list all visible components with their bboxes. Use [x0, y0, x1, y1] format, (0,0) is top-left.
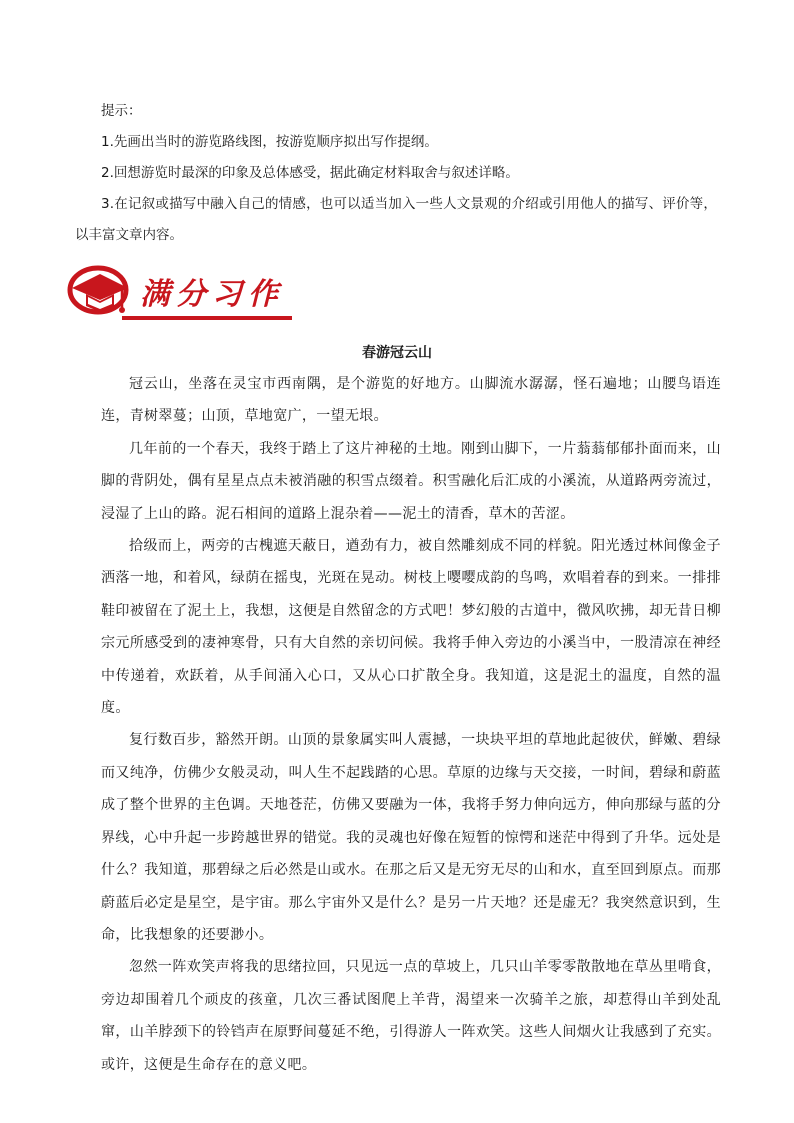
- tip-item-2: 2.回想游览时最深的印象及总体感受，据此确定材料取舍与叙述详略。: [101, 165, 519, 181]
- essay-paragraph-2: 几年前的一个春天，我终于踏上了这片神秘的土地。刚到山脚下，一片蓊蓊郁郁扑面而来，山脚的背阴处，偶有星星点点未被消融的积雪点缀着。积雪融化后汇成的小溪流，从道路两旁流过，浸湿了上山的路。泥石相间的道路上混杂着——泥土的清香，草木的苦涩。: [101, 440, 721, 522]
- essay-title: 春游冠云山: [362, 345, 432, 361]
- essay-paragraph-1: 冠云山，坐落在灵宝市西南隅，是个游览的好地方。山脚流水潺潺，怪石遍地；山腰鸟语连连，青树翠蔓；山顶，草地宽广，一望无垠。: [101, 376, 721, 425]
- graduation-cap-icon: [66, 258, 296, 328]
- tip-item-3: 3.在记叙或描写中融入自己的情感，也可以适当加入一些人文景观的介绍或引用他人的描写、评价等，: [101, 196, 718, 212]
- essay-paragraph-3: 拾级而上，两旁的古槐遮天蔽日，遒劲有力，被自然雕刻成不同的样貌。阳光透过林间像金子洒落一地，和着风，绿荫在摇曳，光斑在晃动。树枝上嘤嘤成韵的鸟鸣，欢唱着春的到来。一排排鞋印被留在了泥土上，我想，这便是自然留念的方式吧！梦幻般的古道中，微风吹拂，却无昔日柳宗元所感受到的凄神寒骨，只有大自然的亲切问候。我将手伸入旁边的小溪当中，一股清凉在神经中传递着，欢跃着，从手间涌入心口，又从心口扩散全身。我知道，这是泥土的温度，自然的温度。: [101, 538, 721, 717]
- banner-label: 满分习作: [140, 277, 284, 312]
- essay-paragraph-5: 忽然一阵欢笑声将我的思绪拉回，只见远一点的草坡上，几只山羊零零散散地在草丛里啃食，旁边却围着几个顽皮的孩童，几次三番试图爬上羊背，渴望来一次骑羊之旅，却惹得山羊到处乱窜，山羊脖颈下的铃铛声在原野间蔓延不绝，引得游人一阵欢笑。这些人间烟火让我感到了充实。或许，这便是生命存在的意义吧。: [101, 959, 721, 1073]
- essay-paragraph-4: 复行数百步，豁然开朗。山顶的景象属实叫人震撼，一块块平坦的草地此起彼伏，鲜嫩、碧绿而又纯净，仿佛少女般灵动，叫人生不起践踏的心思。草原的边缘与天交接，一时间，碧绿和蔚蓝成了整个世界的主色调。天地苍茫，仿佛又要融为一体，我将手努力伸向远方，伸向那绿与蓝的分界线，心中升起一步跨越世界的错觉。我的灵魂也好像在短暂的惊愕和迷茫中得到了升华。远处是什么？我知道，那碧绿之后必然是山或水。在那之后又是无穷无尽的山和水，直至回到原点。而那蔚蓝后必定是星空，是宇宙。那么宇宙外又是什么？是另一片天地？还是虚无？我突然意识到，生命，比我想象的还要渺小。: [101, 732, 721, 943]
- full-score-essay-banner: [66, 258, 296, 328]
- writing-tips: [75, 96, 718, 251]
- tip-item-1: 1.先画出当时的游览路线图，按游览顺序拟出写作提纲。: [101, 134, 438, 150]
- tip-item-3-continued: 以丰富文章内容。: [75, 227, 183, 243]
- essay-body: [101, 368, 721, 1081]
- tips-heading: 提示：: [101, 103, 142, 119]
